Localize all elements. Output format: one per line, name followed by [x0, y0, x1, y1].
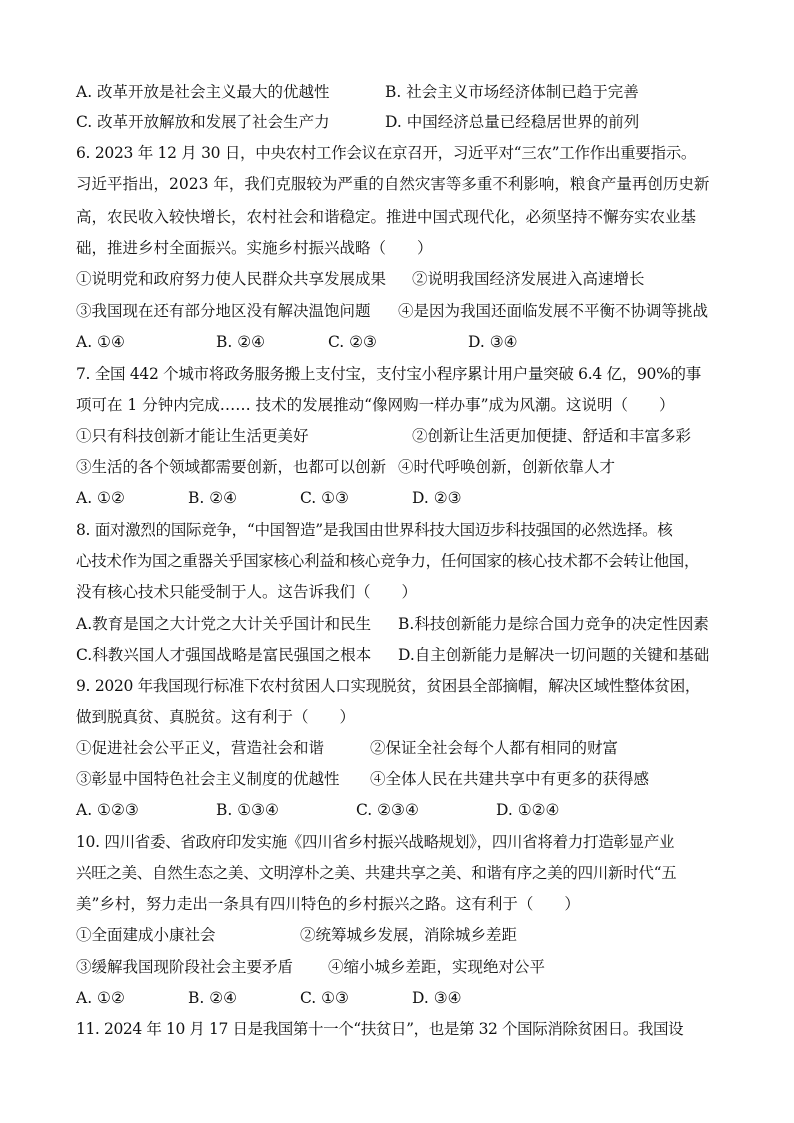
q10-choice-b: B. ②④	[188, 989, 238, 1007]
q7-stem-line-1: 7. 全国 442 个城市将政务服务搬上支付宝，支付宝小程序累计用户量突破 6.4 亿，90%的事	[76, 365, 701, 383]
q5-option-a: A. 改革开放是社会主义最大的优越性	[76, 83, 330, 101]
q9-item-2: ②保证全社会每个人都有相同的财富	[370, 739, 619, 757]
q9-choice-b: B. ①③④	[216, 801, 279, 819]
q10-stem-line-3: 美”乡村，努力走出一条具有四川特色的乡村振兴之路。这有利于（ ）	[76, 895, 580, 913]
q9-stem-line-1: 9. 2020 年我国现行标准下农村贫困人口实现脱贫，贫困县全部摘帽，解决区域性整体贫困，	[76, 677, 701, 695]
q6-item-1: ①说明党和政府努力使人民群众共享发展成果	[76, 270, 387, 288]
q10-choice-a: A. ①②	[76, 989, 125, 1007]
q8-stem-line-2: 心技术作为国之重器关乎国家核心利益和核心竞争力，任何国家的核心技术都不会转让他国，	[76, 552, 700, 570]
q10-item-2: ②统筹城乡发展，消除城乡差距	[300, 926, 518, 944]
q9-item-4: ④全体人民在共建共享中有更多的获得感	[370, 770, 650, 788]
q6-choice-b: B. ②④	[216, 333, 266, 351]
q6-item-3: ③我国现在还有部分地区没有解决温饱问题	[76, 302, 371, 320]
q9-item-1: ①促进社会公平正义，营造社会和谐	[76, 739, 325, 757]
q10-stem-line-1: 10. 四川省委、省政府印发实施《四川省乡村振兴战略规划》，四川省将着力打造彰显产业	[76, 833, 675, 851]
q10-item-1: ①全面建成小康社会	[76, 926, 216, 944]
q7-choice-d: D. ②③	[412, 489, 462, 507]
q9-choice-d: D. ①②④	[496, 801, 560, 819]
q8-option-d: D.自主创新能力是解决一切问题的关键和基础	[398, 646, 710, 664]
q5-option-b: B. 社会主义市场经济体制已趋于完善	[385, 83, 639, 101]
q7-choice-a: A. ①②	[76, 489, 125, 507]
q6-stem-line-3: 高，农民收入较快增长，农村社会和谐稳定。推进中国式现代化，必须坚持不懈夯实农业基	[76, 208, 697, 226]
q9-choice-c: C. ②③④	[356, 801, 419, 819]
q7-item-2: ②创新让生活更加便捷、舒适和丰富多彩	[412, 427, 692, 445]
q6-item-4: ④是因为我国还面临发展不平衡不协调等挑战	[398, 302, 709, 320]
q9-choice-a: A. ①②③	[76, 801, 139, 819]
q6-item-2: ②说明我国经济发展进入高速增长	[412, 270, 645, 288]
q6-stem-line-4: 础，推进乡村全面振兴。实施乡村振兴战略（ ）	[76, 239, 433, 257]
q6-stem-line-2: 习近平指出，2023 年，我们克服较为严重的自然灾害等多重不利影响，粮食产量再创历史新	[76, 175, 710, 193]
q6-stem-line-1: 6. 2023 年 12 月 30 日，中央农村工作会议在京召开，习近平对“三农”工作作出重要指示。	[76, 144, 697, 162]
q6-choice-a: A. ①④	[76, 333, 125, 351]
q10-item-4: ④缩小城乡差距，实现绝对公平	[328, 958, 546, 976]
q9-stem-line-2: 做到脱真贫、真脱贫。这有利于（ ）	[76, 708, 356, 726]
q7-choice-b: B. ②④	[188, 489, 238, 507]
q7-item-4: ④时代呼唤创新，创新依靠人才	[398, 458, 616, 476]
q8-option-c: C.科教兴国人才强国战略是富民强国之根本	[76, 646, 372, 664]
q10-item-3: ③缓解我国现阶段社会主要矛盾	[76, 958, 294, 976]
q7-item-3: ③生活的各个领域都需要创新，也都可以创新	[76, 458, 387, 476]
q7-choice-c: C. ①③	[300, 489, 349, 507]
q10-choice-c: C. ①③	[300, 989, 349, 1007]
q5-option-d: D. 中国经济总量已经稳居世界的前列	[385, 113, 640, 131]
q8-stem-line-1: 8. 面对激烈的国际竞争，“中国智造”是我国由世界科技大国迈步科技强国的必然选择。核	[76, 521, 673, 539]
q6-choice-d: D. ③④	[468, 333, 518, 351]
q8-option-b: B.科技创新能力是综合国力竞争的决定性因素	[398, 615, 709, 633]
q8-option-a: A.教育是国之大计党之大计关乎国计和民生	[76, 615, 372, 633]
q11-stem-line-1: 11. 2024 年 10 月 17 日是我国第十一个“扶贫日”，也是第 32 个国际消除贫困日。我国设	[76, 1020, 684, 1038]
q10-choice-d: D. ③④	[412, 989, 462, 1007]
q10-stem-line-2: 兴旺之美、自然生态之美、文明淳朴之美、共建共享之美、和谐有序之美的四川新时代“五	[76, 864, 677, 882]
q7-stem-line-2: 项可在 1 分钟内完成…… 技术的发展推动“像网购一样办事”成为风潮。这说明（ ）	[76, 396, 675, 414]
q8-stem-line-3: 没有核心技术只能受制于人。这告诉我们（ ）	[76, 583, 418, 601]
q6-choice-c: C. ②③	[328, 333, 377, 351]
q9-item-3: ③彰显中国特色社会主义制度的优越性	[76, 770, 340, 788]
q5-option-c: C. 改革开放解放和发展了社会生产力	[76, 113, 330, 131]
q7-item-1: ①只有科技创新才能让生活更美好	[76, 427, 309, 445]
